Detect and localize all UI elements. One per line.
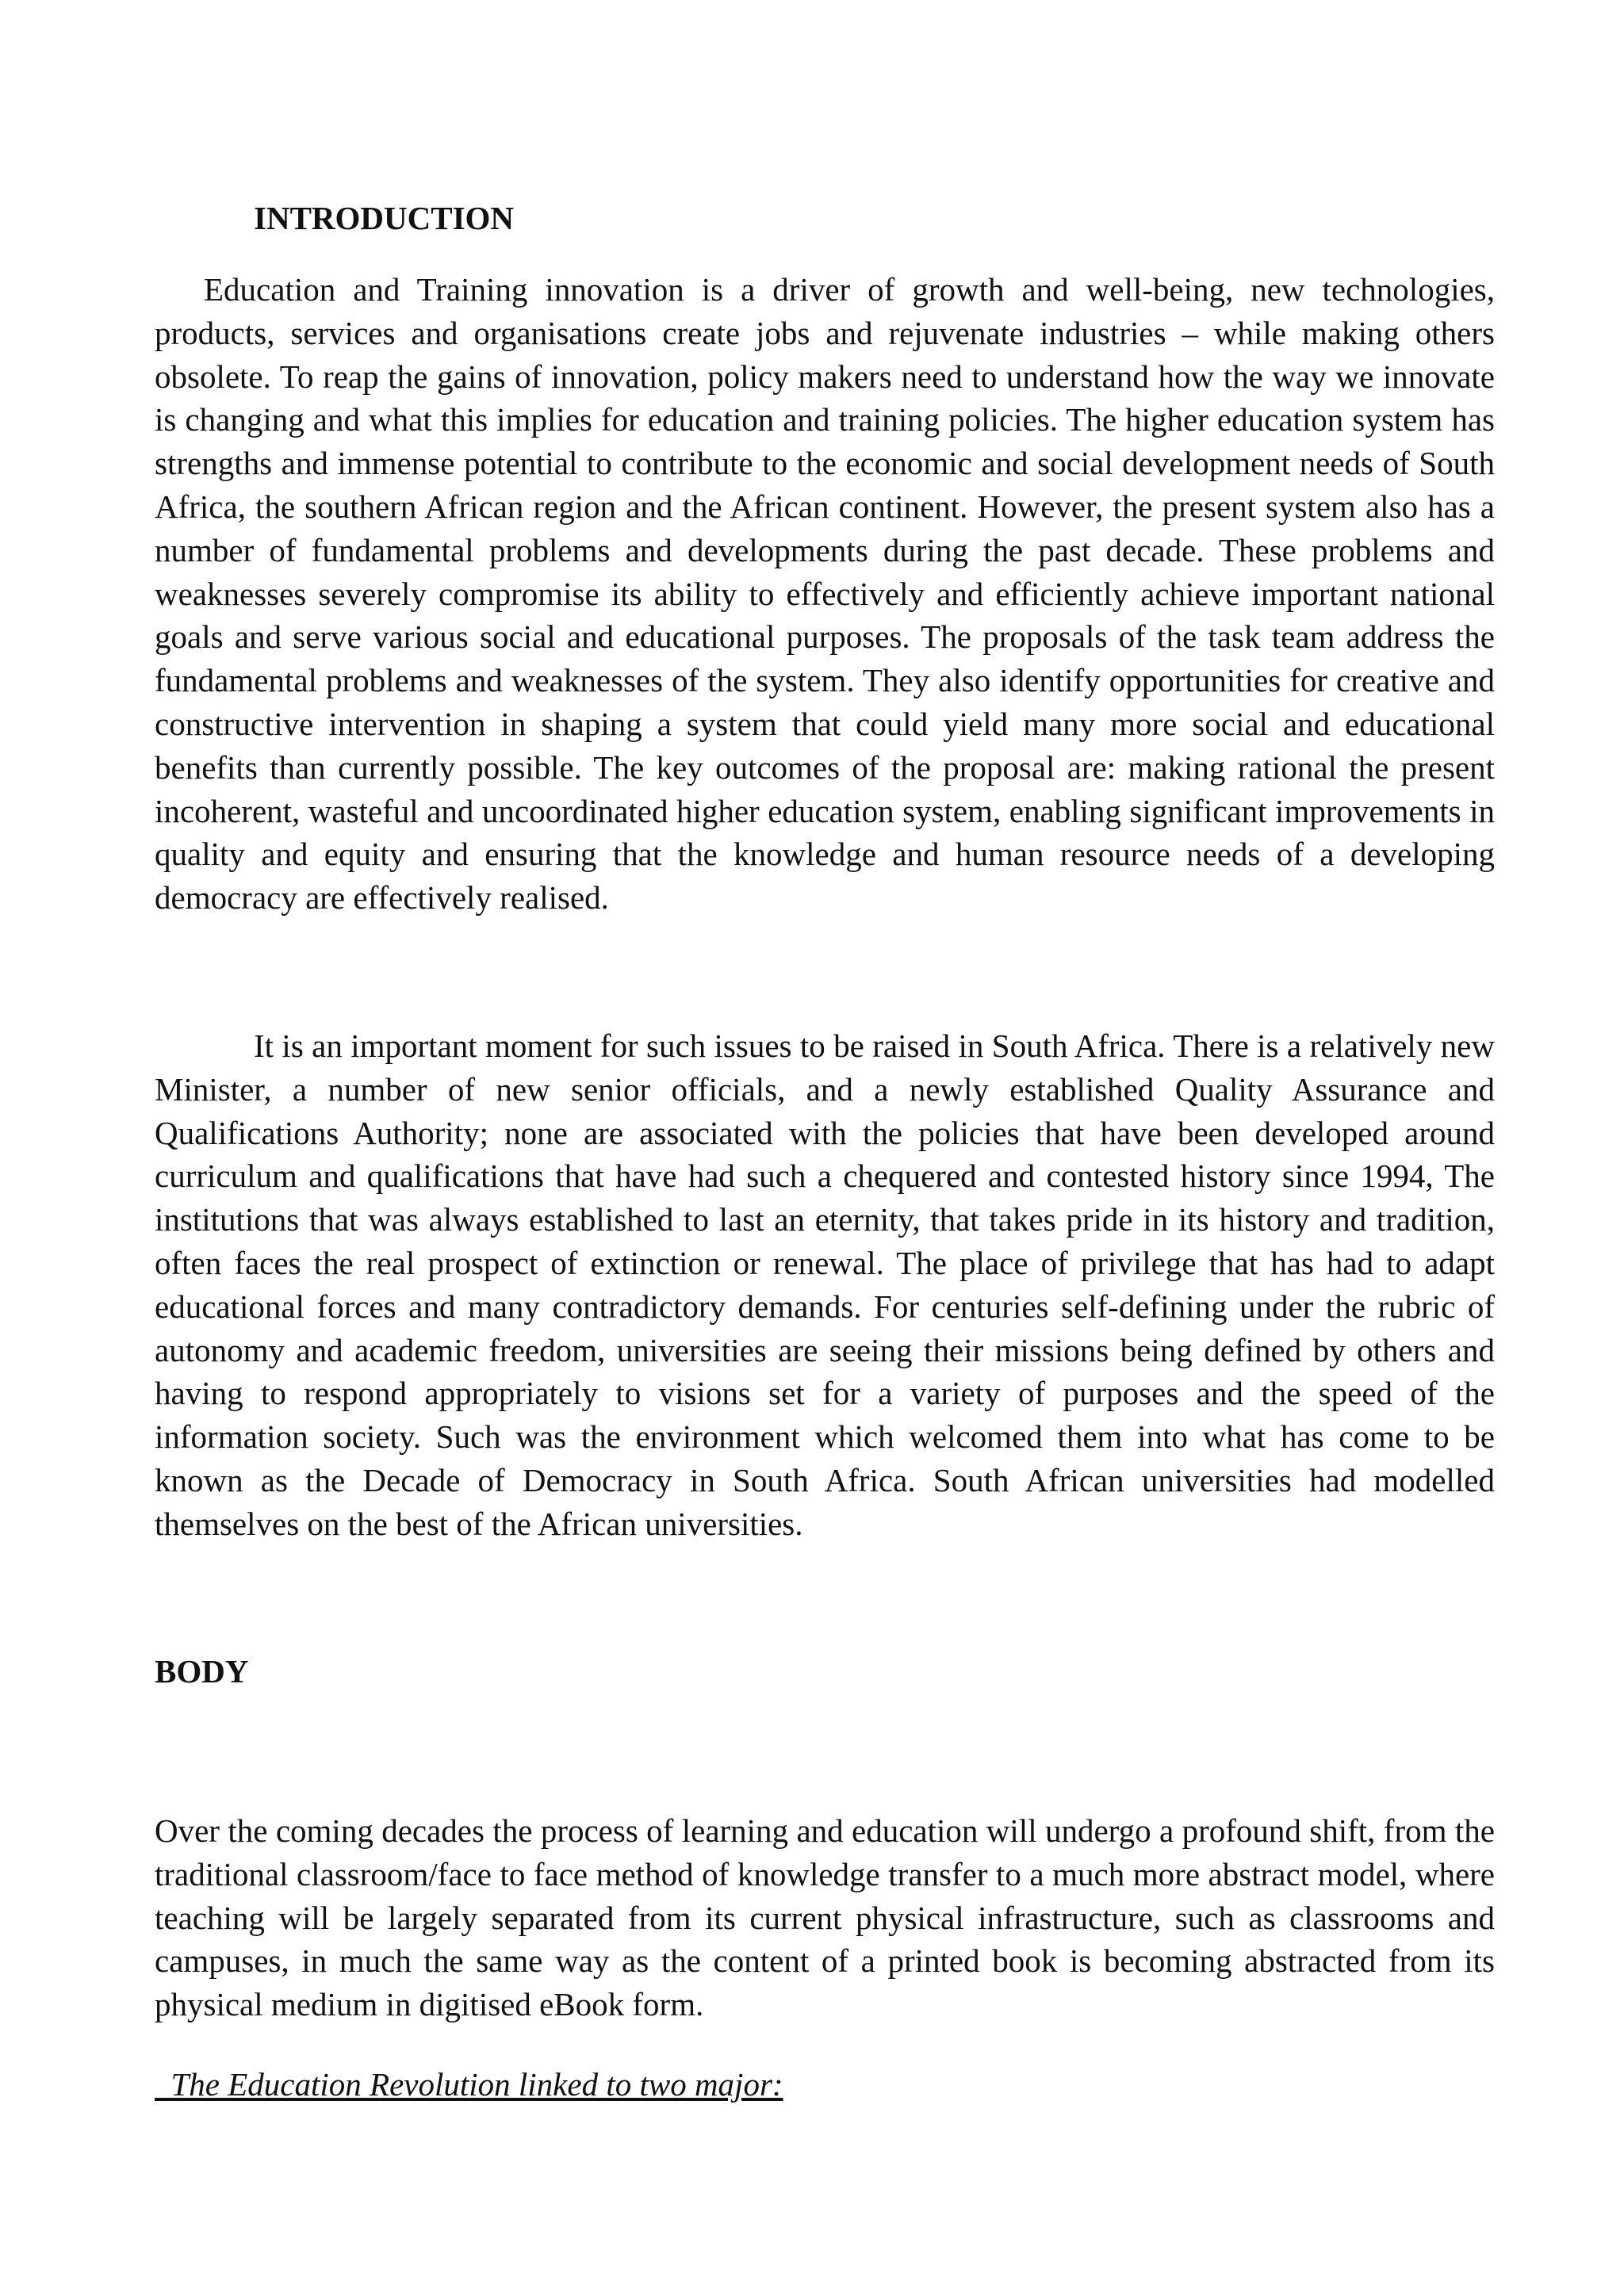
introduction-paragraph-2: It is an important moment for such issues to be raised in South Africa. There is a relatively new Minister, a number of new senior officials, and a newly established Quality Assurance and Qualifications Authority; none are associated with the policies that have been developed around curriculum and qualifications that have had such a chequered and contested history since 1994, The institutions that was always established to last an eternity, that takes pride in its history and tradition, often faces the real prospect of extinction or renewal. The place of privilege that has had to adapt educational forces and many contradictory demands. For centuries self-defining under the rubric of autonomy and academic freedom, universities are seeing their missions being defined by others and having to respond appropriately to visions set for a variety of purposes and the speed of the information society. Such was the environment which welcomed them into what has come to be known as the Decade of Democracy in South Africa. South African universities had modelled themselves on the best of the African universities. [155,1027,1495,1542]
education-revolution-subheading: The Education Revolution linked to two major: [155,2066,783,2103]
body-heading: BODY [155,1653,249,1689]
introduction-heading: INTRODUCTION [254,200,515,236]
introduction-paragraph-1: Education and Training innovation is a driver of growth and well-being, new technologies, products, services and organisations create jobs and rejuvenate industries – while making others obsolete. To reap the gains of innovation, policy makers need to understand how the way we innovate is changing and what this implies for education and training policies. The higher education system has strengths and immense potential to contribute to the economic and social development needs of South Africa, the southern African region and the African continent. However, the present system also has a number of fundamental problems and developments during the past decade. These problems and weaknesses severely compromise its ability to effectively and efficiently achieve important national goals and serve various social and educational purposes. The proposals of the task team address the fundamental problems and weaknesses of the system. They also identify opportunities for creative and constructive intervention in shaping a system that could yield many more social and educational benefits than currently possible. The key outcomes of the proposal are: making rational the present incoherent, wasteful and uncoordinated higher education system, enabling significant improvements in quality and equity and ensuring that the knowledge and human resource needs of a developing democracy are effectively realised. [155,271,1495,916]
body-paragraph-1: Over the coming decades the process of learning and education will undergo a profound shift, from the traditional classroom/face to face method of knowledge transfer to a much more abstract model, where teaching will be largely separated from its current physical infrastructure, such as classrooms and campuses, in much the same way as the content of a printed book is becoming abstracted from its physical medium in digitised eBook form. [155,1812,1495,2023]
